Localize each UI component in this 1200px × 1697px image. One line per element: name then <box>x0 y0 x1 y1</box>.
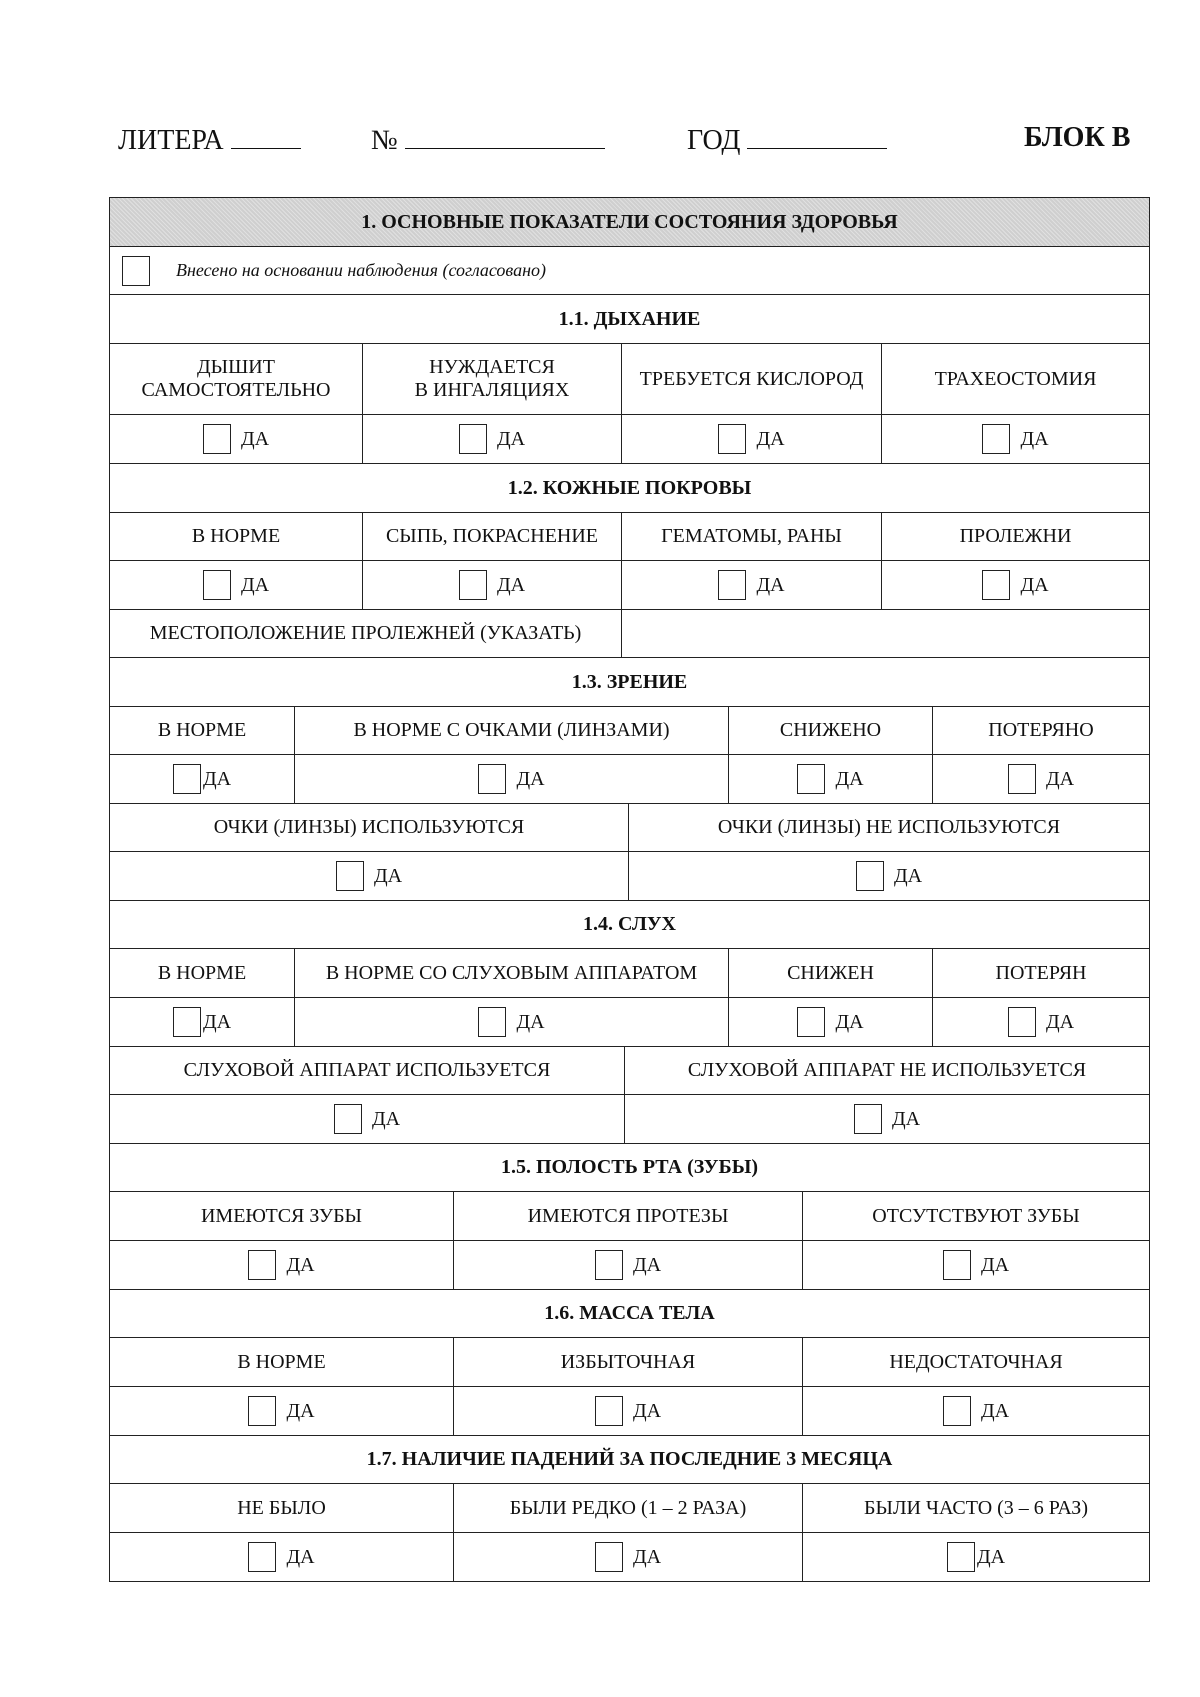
checkbox[interactable] <box>797 764 825 794</box>
form-title: 1. ОСНОВНЫЕ ПОКАЗАТЕЛИ СОСТОЯНИЯ ЗДОРОВЬЯ <box>110 198 1149 246</box>
breathing-title: 1.1. ДЫХАНИЕ <box>558 307 701 330</box>
checkbox[interactable] <box>947 1542 975 1572</box>
hearing-option-reduced: СНИЖЕН <box>728 949 932 997</box>
yes-label: ДА <box>1020 427 1049 450</box>
mouth-yes-cell <box>802 1241 1149 1289</box>
checkbox[interactable] <box>943 1396 971 1426</box>
yes-label: ДА <box>835 1010 864 1033</box>
checkbox[interactable] <box>1008 1007 1036 1037</box>
yes-label: ДА <box>240 427 270 450</box>
skin-options-row <box>110 512 1149 560</box>
year-label: ГОД <box>687 125 741 156</box>
skin-option-rash: СЫПЬ, ПОКРАСНЕНИЕ <box>362 513 621 560</box>
checkbox[interactable] <box>173 1007 201 1037</box>
yes-label: ДА <box>1045 767 1075 790</box>
weight-option-normal: В НОРМЕ <box>237 1350 326 1373</box>
falls-option-rare: БЫЛИ РЕДКО (1 – 2 РАЗА) <box>453 1484 802 1532</box>
weight-title-row <box>110 1289 1149 1337</box>
skin-yes-cell <box>881 561 1149 609</box>
yes-label: ДА <box>835 767 864 790</box>
breathing-yes-cell <box>362 415 621 463</box>
checkbox[interactable] <box>248 1250 276 1280</box>
checkbox[interactable] <box>173 764 201 794</box>
checkbox[interactable] <box>1008 764 1036 794</box>
vision-options-row <box>110 706 1149 754</box>
year-field <box>687 122 887 157</box>
vision-aids-row <box>110 803 1149 851</box>
weight-option-deficient: НЕДОСТАТОЧНАЯ <box>802 1338 1149 1386</box>
checkbox[interactable] <box>336 861 364 891</box>
hearing-option-lost: ПОТЕРЯН <box>932 949 1149 997</box>
checkbox[interactable] <box>982 570 1010 600</box>
weight-title: 1.6. МАССА ТЕЛА <box>544 1302 715 1324</box>
bedsore-location-row <box>110 609 1149 657</box>
breathing-yes-row <box>110 414 1149 463</box>
yes-label: ДА <box>893 864 923 887</box>
weight-yes-row <box>110 1386 1149 1435</box>
yes-label: ДА <box>632 1253 662 1276</box>
checkbox[interactable] <box>943 1250 971 1280</box>
hearing-aids-yes-cell <box>624 1095 1149 1143</box>
litera-label: ЛИТЕРА <box>118 125 224 156</box>
breathing-yes-cell <box>621 415 881 463</box>
vision-aid-used: ОЧКИ (ЛИНЗЫ) ИСПОЛЬЗУЮТСЯ <box>213 816 525 838</box>
mouth-yes-row <box>110 1240 1149 1289</box>
mouth-yes-cell <box>110 1241 453 1289</box>
checkbox[interactable] <box>595 1542 623 1572</box>
weight-options-row <box>110 1337 1149 1386</box>
yes-label: ДА <box>496 427 526 450</box>
checkbox[interactable] <box>459 424 487 454</box>
vision-option-normal: В НОРМЕ <box>157 719 247 741</box>
hearing-aid-not-used: СЛУХОВОЙ АППАРАТ НЕ ИСПОЛЬЗУЕТСЯ <box>624 1047 1149 1094</box>
yes-label: ДА <box>632 1545 662 1568</box>
vision-option-lost: ПОТЕРЯНО <box>932 707 1149 754</box>
mouth-options-row <box>110 1191 1149 1240</box>
yes-label: ДА <box>756 427 785 450</box>
skin-option-bedsores: ПРОЛЕЖНИ <box>881 513 1149 560</box>
skin-title: 1.2. КОЖНЫЕ ПОКРОВЫ <box>507 476 752 499</box>
skin-yes-cell <box>362 561 621 609</box>
falls-title-row <box>110 1435 1149 1483</box>
vision-title: 1.3. ЗРЕНИЕ <box>571 670 688 693</box>
health-form <box>109 197 1150 1582</box>
vision-option-glasses: В НОРМЕ С ОЧКАМИ (ЛИНЗАМИ) <box>294 707 728 754</box>
falls-option-none: НЕ БЫЛО <box>237 1496 326 1519</box>
block-label: БЛОК В <box>1024 122 1131 153</box>
yes-label: ДА <box>976 1545 1006 1568</box>
yes-label: ДА <box>891 1107 921 1130</box>
hearing-yes-row <box>110 997 1149 1046</box>
yes-label: ДА <box>286 1399 315 1422</box>
yes-label: ДА <box>632 1399 662 1422</box>
form-title-row <box>110 198 1149 246</box>
hearing-title: 1.4. СЛУХ <box>583 913 676 935</box>
hearing-aid-used: СЛУХОВОЙ АППАРАТ ИСПОЛЬЗУЕТСЯ <box>183 1059 551 1081</box>
yes-label: ДА <box>756 573 785 596</box>
vision-aids-yes-cell <box>628 852 1149 900</box>
litera-input-line[interactable] <box>231 122 301 149</box>
bedsore-location-label: МЕСТОПОЛОЖЕНИЕ ПРОЛЕЖНЕЙ (УКАЗАТЬ) <box>149 622 582 644</box>
mouth-yes-cell <box>453 1241 802 1289</box>
yes-label: ДА <box>1045 1010 1075 1033</box>
hearing-aids-yes-row <box>110 1094 1149 1143</box>
litera-field <box>118 122 301 157</box>
checkbox[interactable] <box>595 1250 623 1280</box>
weight-option-excess: ИЗБЫТОЧНАЯ <box>453 1338 802 1386</box>
vision-option-reduced: СНИЖЕНО <box>728 707 932 754</box>
yes-label: ДА <box>202 767 232 790</box>
falls-yes-cell <box>453 1533 802 1581</box>
breathing-yes-cell <box>881 415 1149 463</box>
hearing-aids-yes-cell <box>110 1095 624 1143</box>
observation-row <box>110 246 1149 294</box>
vision-aid-not-used: ОЧКИ (ЛИНЗЫ) НЕ ИСПОЛЬЗУЮТСЯ <box>628 804 1149 851</box>
weight-yes-cell <box>110 1387 453 1435</box>
falls-title: 1.7. НАЛИЧИЕ ПАДЕНИЙ ЗА ПОСЛЕДНИЕ 3 МЕСЯЦА <box>366 1448 893 1470</box>
mouth-title: 1.5. ПОЛОСТЬ РТА (ЗУБЫ) <box>501 1156 758 1178</box>
hearing-yes-cell <box>932 998 1149 1046</box>
breathing-title-row <box>110 294 1149 343</box>
hearing-aids-row <box>110 1046 1149 1094</box>
falls-yes-cell <box>802 1533 1149 1581</box>
vision-yes-cell <box>294 755 728 803</box>
skin-yes-row <box>110 560 1149 609</box>
checkbox[interactable] <box>595 1396 623 1426</box>
weight-yes-cell <box>453 1387 802 1435</box>
yes-label: ДА <box>516 1010 545 1033</box>
hearing-yes-cell <box>728 998 932 1046</box>
vision-yes-cell <box>932 755 1149 803</box>
checkbox[interactable] <box>459 570 487 600</box>
number-label: № <box>371 125 398 156</box>
vision-title-row <box>110 657 1149 706</box>
vision-aids-yes-row <box>110 851 1149 900</box>
vision-yes-row <box>110 754 1149 803</box>
skin-option-normal: В НОРМЕ <box>191 525 281 547</box>
yes-label: ДА <box>286 1253 315 1276</box>
skin-yes-cell <box>621 561 881 609</box>
yes-label: ДА <box>1020 573 1049 596</box>
observation-note: Внесено на основании наблюдения (согласовано) <box>176 260 547 281</box>
vision-aids-yes-cell <box>110 852 628 900</box>
checkbox[interactable] <box>203 424 231 454</box>
number-field <box>371 122 605 157</box>
observation-checkbox[interactable] <box>122 256 150 286</box>
yes-label: ДА <box>980 1253 1010 1276</box>
falls-options-row <box>110 1483 1149 1532</box>
mouth-title-row <box>110 1143 1149 1191</box>
hearing-title-row <box>110 900 1149 948</box>
falls-yes-row <box>110 1532 1149 1581</box>
checkbox[interactable] <box>982 424 1010 454</box>
hearing-yes-cell <box>294 998 728 1046</box>
checkbox[interactable] <box>203 570 231 600</box>
yes-label: ДА <box>980 1399 1010 1422</box>
yes-label: ДА <box>286 1545 315 1568</box>
mouth-option-teeth: ИМЕЮТСЯ ЗУБЫ <box>200 1204 362 1227</box>
weight-yes-cell <box>802 1387 1149 1435</box>
yes-label: ДА <box>202 1010 232 1033</box>
hearing-option-normal: В НОРМЕ <box>157 961 247 984</box>
vision-yes-cell <box>110 755 294 803</box>
breathing-option-inhalation: НУЖДАЕТСЯ В ИНГАЛЯЦИЯХ <box>362 344 621 414</box>
mouth-option-none: ОТСУТСТВУЮТ ЗУБЫ <box>802 1192 1149 1240</box>
breathing-yes-cell <box>110 415 362 463</box>
breathing-option-tracheostomy: ТРАХЕОСТОМИЯ <box>881 344 1149 414</box>
hearing-options-row <box>110 948 1149 997</box>
breathing-option-self: ДЫШИТ САМОСТОЯТЕЛЬНО <box>141 356 331 401</box>
breathing-option-oxygen: ТРЕБУЕТСЯ КИСЛОРОД <box>621 344 881 414</box>
skin-option-bruises: ГЕМАТОМЫ, РАНЫ <box>621 513 881 560</box>
observation-cell <box>110 247 1149 294</box>
vision-yes-cell <box>728 755 932 803</box>
yes-label: ДА <box>516 767 545 790</box>
checkbox[interactable] <box>248 1542 276 1572</box>
checkbox[interactable] <box>718 424 746 454</box>
checkbox[interactable] <box>854 1104 882 1134</box>
skin-title-row <box>110 463 1149 512</box>
bedsore-location-input[interactable] <box>621 610 1149 657</box>
hearing-yes-cell <box>110 998 294 1046</box>
year-input-line[interactable] <box>747 122 887 149</box>
yes-label: ДА <box>496 573 526 596</box>
breathing-options-row <box>110 343 1149 414</box>
falls-yes-cell <box>110 1533 453 1581</box>
falls-option-frequent: БЫЛИ ЧАСТО (3 – 6 РАЗ) <box>802 1484 1149 1532</box>
checkbox[interactable] <box>856 861 884 891</box>
mouth-option-dentures: ИМЕЮТСЯ ПРОТЕЗЫ <box>453 1192 802 1240</box>
hearing-option-aid: В НОРМЕ СО СЛУХОВЫМ АППАРАТОМ <box>294 949 728 997</box>
yes-label: ДА <box>373 864 403 887</box>
yes-label: ДА <box>240 573 270 596</box>
checkbox[interactable] <box>478 1007 506 1037</box>
yes-label: ДА <box>371 1107 401 1130</box>
skin-yes-cell <box>110 561 362 609</box>
checkbox[interactable] <box>718 570 746 600</box>
checkbox[interactable] <box>797 1007 825 1037</box>
checkbox[interactable] <box>248 1396 276 1426</box>
checkbox[interactable] <box>478 764 506 794</box>
number-input-line[interactable] <box>405 122 605 149</box>
checkbox[interactable] <box>334 1104 362 1134</box>
